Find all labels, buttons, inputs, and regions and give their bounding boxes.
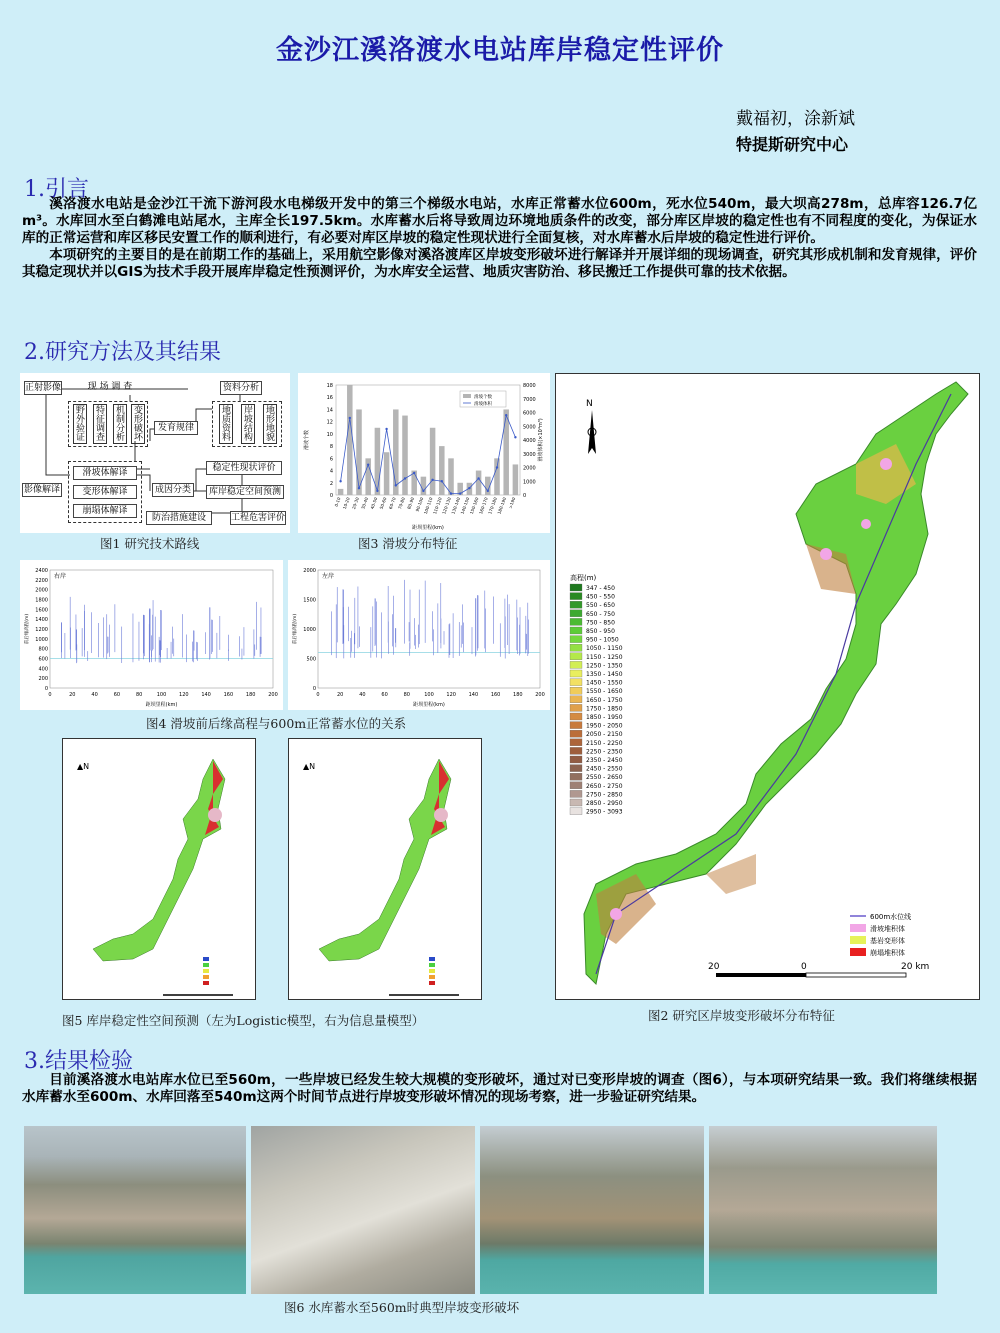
x-tick-label: 40 — [91, 692, 98, 698]
legend-label: 1750 - 1850 — [586, 705, 623, 713]
x-tick-label: 160-170 — [478, 496, 489, 515]
legend-swatch — [570, 713, 582, 720]
legend-swatch — [570, 765, 582, 772]
y2-tick-label: 7000 — [523, 396, 536, 403]
fig3-chart — [298, 373, 550, 533]
legend-swatch — [570, 722, 582, 729]
svg-text:20 km: 20 km — [901, 962, 930, 972]
x-tick-label: 100-110 — [422, 496, 434, 515]
prediction-box: 库岸稳定空间预测 — [206, 485, 284, 499]
line-point — [459, 492, 461, 494]
y-tick-label: 18 — [326, 383, 333, 389]
legend-label: 1850 - 1950 — [586, 714, 623, 721]
bar — [384, 452, 390, 495]
legend-label: 450 - 550 — [586, 593, 615, 601]
y2-tick-label: 6000 — [523, 410, 536, 417]
legend-swatch — [850, 948, 866, 956]
legend-label: 2550 - 2650 — [586, 774, 623, 782]
image-interp-box: 影像解译 — [23, 485, 60, 495]
interp-group — [68, 461, 142, 523]
x-tick-label: 0-10 — [333, 496, 342, 508]
x-tick-label: 160 — [490, 692, 501, 698]
y-tick-label: 0 — [312, 686, 316, 692]
engineering-box: 工程危害评价 — [231, 513, 286, 523]
bar — [439, 446, 445, 495]
data-group — [212, 401, 282, 447]
y-tick-label: 1600 — [35, 607, 48, 614]
bar — [421, 477, 427, 495]
feature-legend — [850, 912, 911, 957]
x-tick-label: 60-70 — [387, 496, 397, 510]
legend-swatch — [570, 636, 582, 643]
vertical-label: 变形破坏 — [131, 404, 145, 444]
bar — [338, 489, 344, 495]
legend-swatch — [570, 653, 582, 660]
x-tick-label: 60 — [381, 692, 388, 698]
institution: 特提斯研究中心 — [736, 135, 849, 154]
y2-tick-label: 8000 — [523, 383, 536, 389]
legend-swatch — [429, 969, 435, 973]
x-tick-label: 90-100 — [414, 496, 425, 513]
photo-landslide-1 — [24, 1126, 246, 1294]
bar — [393, 409, 399, 495]
legend-swatch — [850, 924, 866, 932]
x-tick-label: 160 — [223, 692, 234, 698]
x-tick-label: 150-160 — [468, 496, 480, 515]
line-point — [422, 490, 424, 492]
legend-label: 滑坡个数 — [474, 395, 492, 400]
moderate-zone-shape — [208, 808, 222, 822]
legend-swatch — [429, 975, 435, 979]
line-point — [367, 464, 369, 466]
fig4b-svg — [288, 560, 550, 710]
ortho-box: 正射影像 — [25, 383, 62, 393]
legend-label: 950 - 1050 — [586, 636, 619, 644]
legend-label: 2250 - 2350 — [586, 748, 623, 756]
legend-label: 600m水位线 — [870, 913, 912, 921]
fig2-svg — [556, 374, 981, 1001]
line-point — [487, 490, 489, 492]
y-tick-label: 1400 — [35, 617, 48, 624]
legend-label: 1350 - 1450 — [586, 671, 623, 678]
y-tick-label: 14 — [326, 407, 333, 414]
line-point — [413, 472, 415, 474]
legend-swatch — [570, 601, 582, 608]
x-tick-label: 40 — [359, 692, 366, 698]
bar — [513, 464, 519, 495]
y-tick-label: 4 — [329, 468, 333, 475]
fig6-caption: 图6 水库蓄水至560m时典型岸坡变形破坏 — [284, 1300, 520, 1315]
fig1-caption: 图1 研究技术路线 — [100, 536, 200, 551]
vertical-label: 机制分析 — [113, 404, 127, 444]
legend-swatch — [570, 610, 582, 617]
x-tick-label: 60 — [113, 692, 121, 698]
x-axis-label: 距坝里程(km) — [412, 525, 444, 531]
x-tick-label: 30-40 — [360, 496, 370, 510]
legend-swatch — [429, 963, 435, 967]
fig2-caption: 图2 研究区岸坡变形破坏分布特征 — [648, 1008, 835, 1023]
x-tick-label: 70-80 — [397, 496, 406, 510]
section1-body — [22, 196, 977, 281]
x-tick-label: 0 — [48, 692, 52, 698]
svg-text:0: 0 — [801, 962, 807, 972]
legend-label: 2150 - 2250 — [586, 739, 623, 747]
x-tick-label: 100 — [424, 692, 434, 698]
fig4-left-bank-chart — [288, 560, 550, 710]
river-corridor-shape — [319, 759, 451, 961]
river-corridor-shape — [93, 759, 225, 961]
legend-swatch — [570, 756, 582, 763]
deform-interp-box: 变形体解译 — [73, 485, 137, 499]
legend-label: 1950 - 2050 — [586, 722, 623, 730]
legend-label: 2650 - 2750 — [586, 782, 623, 790]
flowchart-arrows — [20, 373, 290, 533]
line-point — [468, 487, 470, 489]
y-tick-label: 1500 — [303, 597, 316, 604]
bar — [448, 458, 454, 495]
legend-label: 1650 - 1750 — [586, 696, 623, 704]
y-axis-label: 前后缘高程(m) — [25, 613, 30, 645]
bank-label: 左岸 — [322, 573, 335, 580]
legend-label: 崩塌堆积体 — [870, 949, 905, 957]
vertical-label: 地质资料 — [219, 404, 233, 444]
law-box: 发育规律 — [154, 421, 198, 435]
authors: 戴福初，涂新斌 — [736, 109, 855, 129]
x-tick-label: 180-190 — [496, 496, 508, 515]
section2-heading: 2.研究方法及其结果 — [24, 340, 221, 365]
legend-swatch — [429, 957, 435, 961]
fig5b-svg — [289, 739, 483, 1001]
legend-swatch — [570, 790, 582, 797]
legend-label: 滑坡堆积体 — [870, 925, 905, 933]
y-tick-label: 200 — [38, 676, 48, 683]
y-axis-label: 前后缘高程(m) — [293, 613, 298, 645]
x-tick-label: 180 — [513, 692, 523, 698]
fig3-caption: 图3 滑坡分布特征 — [358, 536, 458, 551]
legend-label: 1250 - 1350 — [586, 662, 623, 670]
y-tick-label: 2000 — [35, 587, 48, 594]
x-tick-label: 140-150 — [459, 496, 471, 515]
y-tick-label: 2200 — [35, 577, 48, 584]
line-point — [376, 490, 378, 492]
page-title: 金沙江溪洛渡水电站库岸稳定性评价 — [276, 35, 724, 66]
fig5a-svg — [63, 739, 257, 1001]
intro-paragraph: 溪洛渡水电站是金沙江干流下游河段水电梯级开发中的第三个梯级水电站，水库正常蓄水位600m，死水位540m，最大坝高278m，总库容126.7亿m³。水库回水至白鹤滩电站尾水，主库全长197.5km。水库蓄水后将导致周边环境地质条件的改变，部分库区岸坡的稳定性也有不同程度的变化，为保证水库的正常运营和库区移民安置工作的顺利进行，有必要对库区岸坡的稳定性现状进行全面复核，对水库蓄水后岸坡的稳定性进行评价。 — [22, 196, 977, 246]
legend-label: 滑坡体积 — [474, 402, 492, 407]
vertical-label: 特征调查 — [93, 404, 107, 444]
legend-swatch — [570, 696, 582, 703]
legend-title: 高程(m) — [570, 574, 597, 582]
line-point — [505, 414, 507, 416]
plot-frame — [318, 570, 540, 688]
scale-bar — [708, 962, 929, 977]
x-tick-label: 120 — [179, 692, 189, 698]
x-axis-label: 距坝里程(km) — [413, 702, 445, 708]
stability-box: 稳定性现状评价 — [206, 461, 282, 475]
y2-tick-label: 5000 — [523, 424, 536, 431]
legend-label: 1050 - 1150 — [586, 645, 623, 653]
cause-box: 成因分类 — [152, 483, 194, 497]
legend-label: 550 - 650 — [586, 602, 615, 610]
prevention-box: 防治措施建设 — [146, 511, 212, 525]
legend-label: 347 - 450 — [586, 585, 615, 592]
moderate-zone-shape — [434, 808, 448, 822]
line-point — [404, 477, 406, 479]
legend-swatch — [570, 747, 582, 754]
y-tick-label: 1200 — [35, 627, 48, 633]
y-tick-label: 16 — [326, 395, 333, 402]
legend-swatch — [570, 679, 582, 686]
legend-swatch — [570, 782, 582, 789]
legend-swatch — [570, 739, 582, 746]
y2-tick-label: 3000 — [523, 451, 536, 458]
y-tick-label: 2 — [329, 480, 333, 487]
y-tick-label: 500 — [306, 656, 316, 663]
y-axis-label: 滑坡个数 — [304, 429, 310, 451]
bank-label: 右岸 — [54, 573, 67, 580]
fig4a-svg — [20, 560, 283, 710]
x-axis-label: 距坝里程(km) — [145, 702, 178, 708]
slide-interp-box: 滑坡体解译 — [73, 466, 137, 480]
intro-paragraph: 本项研究的主要目的是在前期工作的基础上，采用航空影像对溪洛渡库区岸坡变形破坏进行解译并开展详细的现场调查，研究其形成机制和发育规律，评价其稳定现状并以GIS为技术手段开展库岸稳定性预测评价，为水库安全运营、地质灾害防治、移民搬迁工作提供可靠的技术依据。 — [22, 247, 977, 280]
legend-label: 2450 - 2550 — [586, 765, 623, 773]
x-tick-label: 80 — [403, 692, 410, 698]
legend-swatch — [570, 704, 582, 711]
elevation-legend — [570, 573, 623, 816]
y2-axis-label: 滑坡体积(×10⁴m³) — [538, 418, 544, 462]
x-tick-label: 50-60 — [378, 496, 388, 510]
legend-label: 基岩变形体 — [870, 937, 905, 945]
vertical-label: 岸坡结构 — [241, 404, 255, 444]
y-tick-label: 800 — [38, 646, 48, 653]
legend-label: 650 - 750 — [586, 610, 615, 618]
x-tick-label: 20-30 — [351, 496, 360, 510]
legend-label: 1150 - 1250 — [586, 653, 623, 661]
north-arrow-icon: ▲N — [303, 762, 316, 771]
y-tick-label: 12 — [326, 419, 333, 426]
x-tick-label: 140 — [201, 692, 211, 698]
line-point — [514, 436, 516, 438]
y2-tick-label: 1000 — [523, 479, 536, 486]
bar — [476, 471, 482, 495]
x-tick-label: 80 — [136, 692, 143, 698]
bar — [430, 428, 436, 495]
north-arrow-icon — [586, 399, 596, 454]
line-point — [496, 466, 498, 468]
legend-swatch — [203, 963, 209, 967]
legend-label: 2750 - 2850 — [586, 791, 623, 799]
y-tick-label: 2400 — [35, 568, 48, 574]
line-point — [339, 480, 341, 482]
y-tick-label: 1000 — [303, 627, 316, 633]
section3-heading: 3.结果检验 — [24, 1049, 133, 1074]
x-tick-label: 20 — [337, 692, 344, 698]
svg-text:20: 20 — [708, 962, 720, 972]
legend-swatch — [570, 644, 582, 651]
photo-road-crack — [251, 1126, 475, 1294]
x-tick-label: 80-90 — [406, 496, 416, 510]
legend-label: 2350 - 2450 — [586, 757, 623, 764]
x-tick-label: 200 — [535, 692, 545, 698]
legend-label: 1450 - 1550 — [586, 679, 623, 687]
y2-tick-label: 0 — [523, 493, 527, 499]
fig2-map — [555, 373, 980, 1000]
y-tick-label: 1000 — [35, 636, 48, 643]
x-tick-label: 120-130 — [441, 496, 452, 515]
x-tick-label: 40-50 — [369, 496, 379, 510]
photo-reservoir-bank — [709, 1126, 937, 1294]
legend-swatch — [203, 975, 209, 979]
x-tick-label: 10-20 — [341, 496, 351, 510]
result-paragraph: 目前溪洛渡水电站库水位已至560m，一些岸坡已经发生较大规模的变形破坏，通过对已变形岸坡的调查（图6），与本项研究结果一致。我们将继续根据水库蓄水至600m、水库回落至540m这两个时间节点进行岸坡变形破坏情况的现场考察，进一步验证研究结果。 — [22, 1072, 977, 1105]
legend-swatch — [570, 593, 582, 600]
line-point — [450, 492, 452, 494]
legend-swatch — [570, 627, 582, 634]
x-tick-label: 100 — [156, 692, 167, 698]
legend-swatch — [203, 957, 209, 961]
data-analysis-box: 资料分析 — [220, 381, 262, 395]
x-tick-label: >190 — [507, 496, 517, 510]
y-tick-label: 0 — [329, 493, 333, 499]
y-tick-label: 2000 — [303, 568, 316, 574]
north-arrow-icon: ▲N — [77, 762, 90, 771]
legend-swatch — [203, 969, 209, 973]
bar — [347, 385, 353, 495]
x-tick-label: 200 — [268, 692, 278, 698]
bar — [503, 409, 509, 495]
legend-swatch — [570, 661, 582, 668]
y-tick-label: 600 — [38, 656, 48, 663]
y2-tick-label: 2000 — [523, 465, 536, 472]
x-tick-label: 20 — [69, 692, 76, 698]
legend-label: 750 - 850 — [586, 619, 615, 627]
photo-slope-deformation — [480, 1126, 704, 1294]
collapse-interp-box: 崩塌体解译 — [73, 504, 137, 518]
y-tick-label: 400 — [38, 666, 48, 673]
x-tick-label: 0 — [316, 692, 320, 698]
section1-heading: 1.引言 — [24, 177, 89, 202]
legend-swatch — [570, 799, 582, 806]
legend-label: 850 - 950 — [586, 628, 615, 635]
legend-label: 2950 - 3093 — [586, 808, 623, 816]
vertical-label: 野外验证 — [73, 404, 87, 444]
fig3-svg — [298, 373, 550, 533]
y-tick-label: 1800 — [35, 597, 48, 604]
y-tick-label: 6 — [329, 456, 333, 463]
line-point — [358, 487, 360, 489]
bar — [494, 458, 500, 495]
legend-swatch — [570, 618, 582, 625]
fig5-caption: 图5 库岸稳定性空间预测（左为Logistic模型，右为信息量模型） — [62, 1013, 425, 1028]
line-point — [349, 417, 351, 419]
y-tick-label: 0 — [44, 686, 48, 692]
fig5-infovalue-map — [288, 738, 482, 1000]
line-point — [431, 479, 433, 481]
fig1-flowchart — [20, 373, 290, 533]
x-tick-label: 140 — [468, 692, 479, 698]
x-tick-label: 170-180 — [487, 496, 498, 515]
line-point — [477, 477, 479, 479]
x-tick-label: 130-140 — [450, 496, 462, 515]
legend-swatch — [203, 981, 209, 985]
legend-swatch — [570, 670, 582, 677]
legend-swatch — [463, 394, 471, 398]
field-survey-box: 现 场 调 查 — [87, 382, 133, 392]
x-tick-label: 110-120 — [432, 496, 443, 515]
legend-label: 2850 - 2950 — [586, 800, 623, 807]
legend-swatch — [570, 808, 582, 815]
legend-label: 2050 - 2150 — [586, 731, 623, 739]
field-group — [68, 401, 148, 447]
y-tick-label: 10 — [326, 431, 333, 438]
legend-swatch — [570, 584, 582, 591]
y-tick-label: 8 — [329, 444, 333, 451]
line-point — [441, 480, 443, 482]
section3-body — [22, 1072, 977, 1106]
fig4-caption: 图4 滑坡前后缘高程与600m正常蓄水位的关系 — [146, 716, 407, 731]
x-tick-label: 120 — [446, 692, 456, 698]
vertical-label: 地形地貌 — [263, 404, 277, 444]
legend-label: 1550 - 1650 — [586, 688, 623, 696]
line-point — [385, 428, 387, 430]
fig4-right-bank-chart — [20, 560, 283, 710]
bar — [402, 416, 408, 495]
legend-swatch — [570, 773, 582, 780]
svg-text:N: N — [586, 399, 593, 409]
fig5-logistic-map — [62, 738, 256, 1000]
legend-swatch — [850, 936, 866, 944]
legend-swatch — [570, 730, 582, 737]
legend-swatch — [570, 687, 582, 694]
y2-tick-label: 4000 — [523, 438, 536, 444]
x-tick-label: 180 — [245, 692, 256, 698]
legend-swatch — [429, 981, 435, 985]
line-point — [395, 484, 397, 486]
